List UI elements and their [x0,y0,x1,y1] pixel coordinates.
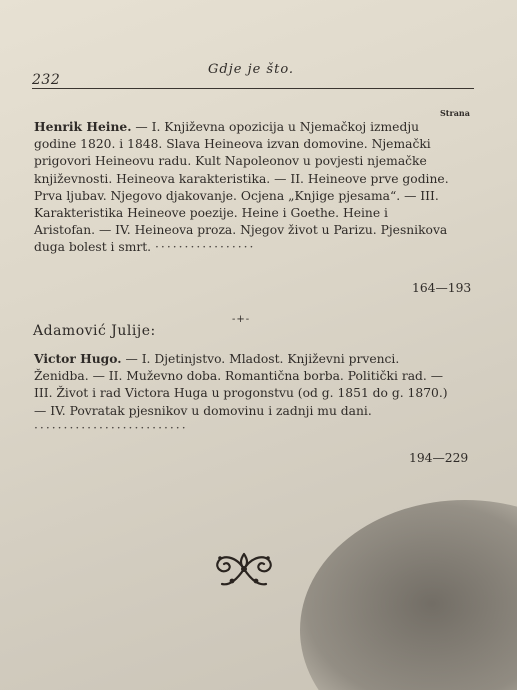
dot-leader: ·························· [34,420,188,435]
toc-entry-heine [34,118,452,257]
entry-text: — I. Djetinjstvo. Mladost. Književni prvenci. Ženidba. — II. Muževno doba. Romantična borba. Politički rad. — III. Život i rad Victora Huga u progonstvu (od g. 1851 do g. 1870.) — IV. Povratak pjesnikov u domovinu i zadnji mu dani. [34,352,448,418]
author-heading: Adamović Julije: [33,323,156,339]
entry-title: Henrik Heine. [34,119,132,134]
entry-pages: 164—193 [412,281,472,295]
hand-shadow [300,500,517,690]
section-separator: -+- [232,314,251,325]
column-label: Strana [440,108,470,118]
running-title: Gdje je što. [208,62,295,77]
entry-text: — I. Književna opozicija u Njemačkoj izmedju godine 1820. i 1848. Slava Heineova izvan domovine. Njemački prigovori Heineovu radu. Kult Napoleonov u povjesti njemačke književnosti. Heineova karakteristika. — II. Heineove prve godine. Prva ljubav. Njegovo djakovanje. Ocjena „Knjige pjesama“. — III. Karakteristika Heineove poezije. Heine i Goethe. Heine i Aristofan. — IV. Heineova proza. Njegov život u Parizu. Pjesnikova duga bolest i smrt. [34,120,449,255]
page-number: 232 [32,72,61,88]
entry-pages: 194—229 [409,451,469,465]
floral-vignette-icon [212,548,276,590]
dot-leader: ················· [155,240,256,255]
header-rule [32,88,474,89]
toc-entry-hugo [34,350,452,437]
entry-title: Victor Hugo. [34,351,122,366]
